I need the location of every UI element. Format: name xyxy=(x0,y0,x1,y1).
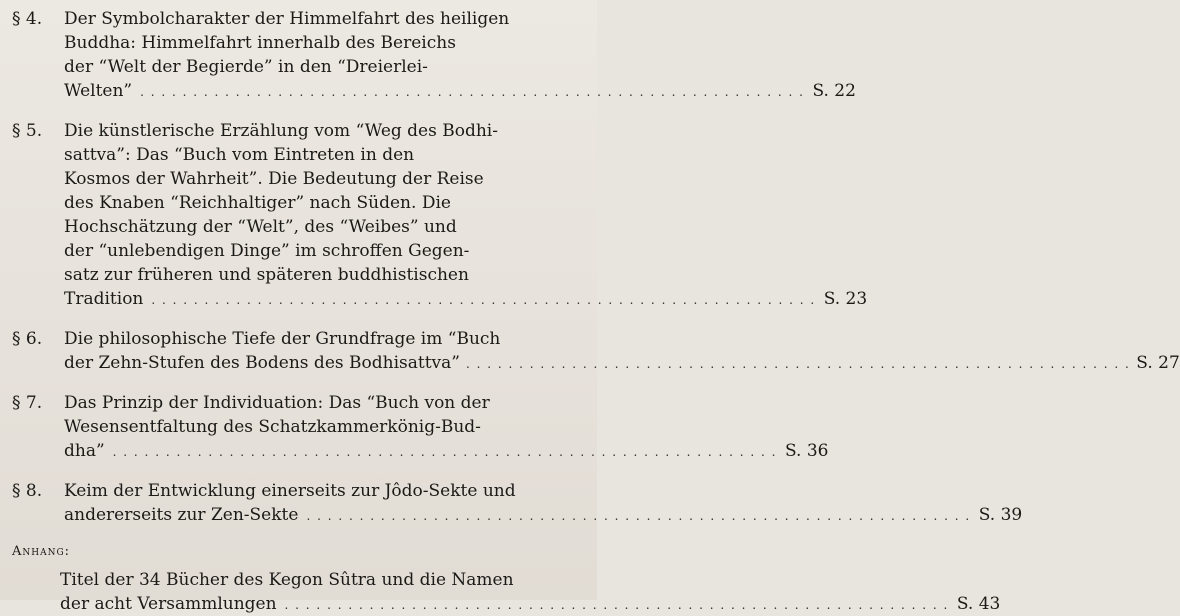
section-number: § 6. xyxy=(12,329,43,349)
appendix-heading: Anhang: xyxy=(12,544,71,559)
section-number: § 4. xyxy=(12,9,43,29)
entry-text xyxy=(64,327,1180,375)
toc-entry-7 xyxy=(12,391,829,463)
entry-line: Welten” xyxy=(64,81,133,101)
toc-entry-6 xyxy=(12,327,1180,375)
toc-entry-8 xyxy=(12,479,1023,527)
section-number: § 5. xyxy=(12,121,43,141)
entry-line: Hochschätzung der “Welt”, des “Weibes” und xyxy=(64,217,457,237)
entry-line: der Zehn-Stufen des Bodens des Bodhisattva” xyxy=(64,353,460,373)
entry-last-line xyxy=(64,79,856,103)
entry-text xyxy=(64,391,828,463)
entry-line: Die philosophische Tiefe der Grundfrage im “Buch xyxy=(64,329,501,349)
page-number: S. 36 xyxy=(784,441,829,461)
entry-line: Die künstlerische Erzählung vom “Weg des Bodhi- xyxy=(64,121,498,141)
toc-entry-4 xyxy=(12,7,856,103)
entry-last-line xyxy=(60,592,1000,616)
entry-text xyxy=(64,7,856,103)
toc-entry-appendix xyxy=(60,568,1001,616)
entry-line: dha” xyxy=(64,441,105,461)
entry-line: Der Symbolcharakter der Himmelfahrt des heiligen xyxy=(64,9,510,29)
entry-line: Buddha: Himmelfahrt innerhalb des Bereichs xyxy=(64,33,456,53)
entry-line: satz zur früheren und späteren buddhistischen xyxy=(64,265,469,285)
toc-entry-5 xyxy=(12,119,868,311)
entry-text xyxy=(60,568,1000,616)
entry-text xyxy=(64,479,1022,527)
entry-line: Wesensentfaltung des Schatzkammerkönig-Bud- xyxy=(64,417,481,437)
entry-last-line xyxy=(64,351,1180,375)
section-number: § 7. xyxy=(12,393,43,413)
dot-leader xyxy=(466,353,1130,375)
entry-line: Keim der Entwicklung einerseits zur Jôdo-Sekte und xyxy=(64,481,516,501)
entry-line: Titel der 34 Bücher des Kegon Sûtra und die Namen xyxy=(60,570,514,590)
dot-leader xyxy=(285,594,949,616)
page-number: S. 22 xyxy=(812,81,856,101)
dot-leader xyxy=(306,505,970,527)
entry-line: sattva”: Das “Buch vom Eintreten in den xyxy=(64,145,415,165)
entry-last-line xyxy=(64,503,1022,527)
entry-line: des Knaben “Reichhaltiger” nach Süden. Die xyxy=(64,193,451,213)
entry-text xyxy=(64,119,867,311)
page-number: S. 23 xyxy=(823,289,868,309)
entry-last-line xyxy=(64,439,828,463)
entry-line: der “unlebendigen Dinge” im schroffen Gegen- xyxy=(64,241,470,261)
entry-line: Das Prinzip der Individuation: Das “Buch von der xyxy=(64,393,490,413)
page-number: S. 39 xyxy=(978,505,1023,525)
entry-line: Tradition xyxy=(64,289,144,309)
section-number: § 8. xyxy=(12,481,43,501)
entry-line: der “Welt der Begierde” in den “Dreierlei- xyxy=(64,57,428,77)
dot-leader xyxy=(140,81,804,103)
entry-last-line xyxy=(64,287,867,311)
dot-leader xyxy=(151,289,815,311)
dot-leader xyxy=(113,441,777,463)
page-number: S. 27 xyxy=(1136,353,1180,373)
entry-line: der acht Versammlungen xyxy=(60,594,277,614)
page-number: S. 43 xyxy=(956,594,1001,614)
entry-line: andererseits zur Zen-Sekte xyxy=(64,505,299,525)
entry-line: Kosmos der Wahrheit”. Die Bedeutung der Reise xyxy=(64,169,484,189)
